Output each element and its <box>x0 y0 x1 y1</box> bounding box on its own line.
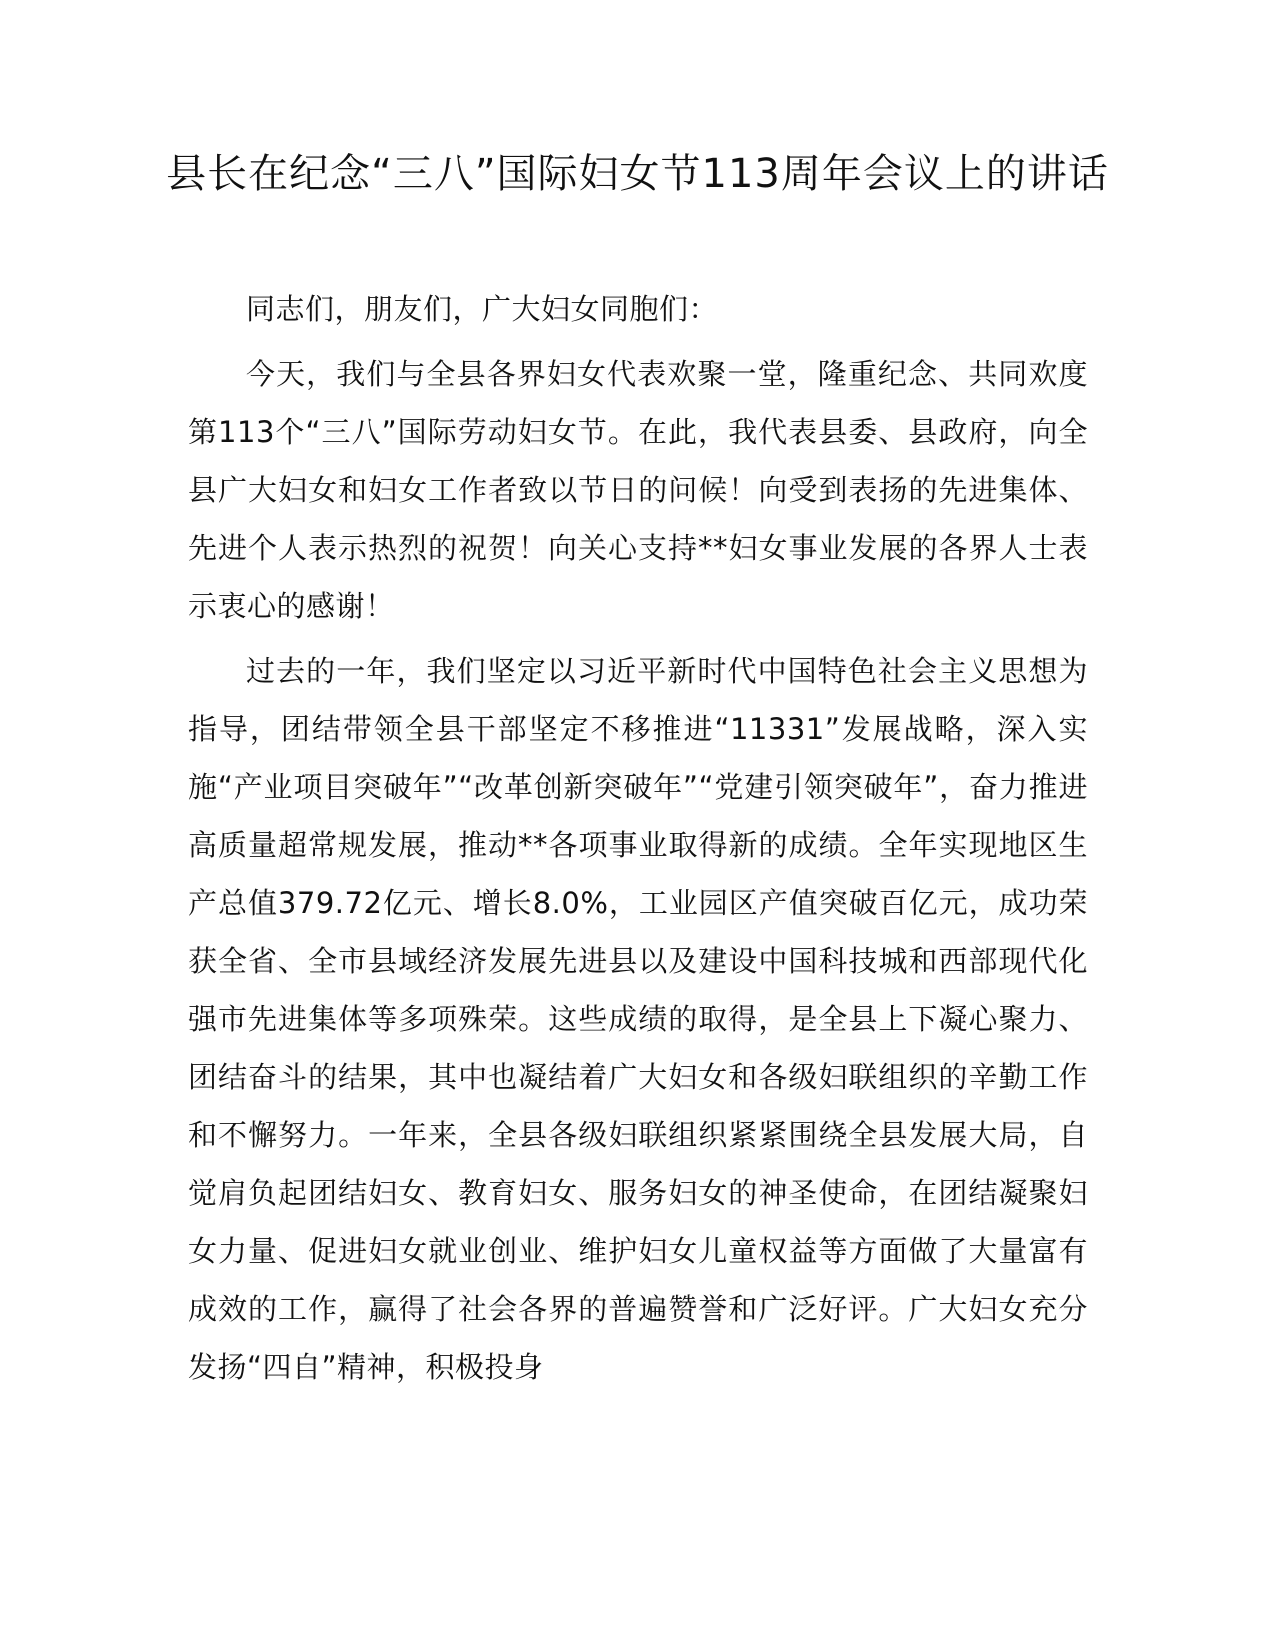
salutation: 同志们，朋友们，广大妇女同胞们： <box>246 292 719 326</box>
paragraph-2: 过去的一年，我们坚定以习近平新时代中国特色社会主义思想为指导，团结带领全县干部坚定不移推进“11331”发展战略，深入实施“产业项目突破年”“改革创新突破年”“党建引领突破年”，奋力推进高质量超常规发展，推动**各项事业取得新的成绩。全年实现地区生产总值379.72亿元、增长8.0%，工业园区产值突破百亿元，成功荣获全省、全市县域经济发展先进县以及建设中国科技城和西部现代化强市先进集体等多项殊荣。这些成绩的取得，是全县上下凝心聚力、团结奋斗的结果，其中也凝结着广大妇女和各级妇联组织的辛勤工作和不懈努力。一年来，全县各级妇联组织紧紧围绕全县发展大局，自觉肩负起团结妇女、教育妇女、服务妇女的神圣使命，在团结凝聚妇女力量、促进妇女就业创业、维护妇女儿童权益等方面做了大量富有成效的工作，赢得了社会各界的普遍赞誉和广泛好评。广大妇女充分发扬“四自”精神，积极投身 <box>188 654 1088 1384</box>
document-body <box>188 280 1088 1403</box>
paragraph-1: 今天，我们与全县各界妇女代表欢聚一堂，隆重纪念、共同欢度第113个“三八”国际劳动妇女节。在此，我代表县委、县政府，向全县广大妇女和妇女工作者致以节日的问候！向受到表扬的先进集体、先进个人表示热烈的祝贺！向关心支持**妇女事业发展的各界人士表示衷心的感谢！ <box>188 357 1088 623</box>
document-title: 县长在纪念“三八”国际妇女节113周年会议上的讲话 <box>166 151 1109 197</box>
